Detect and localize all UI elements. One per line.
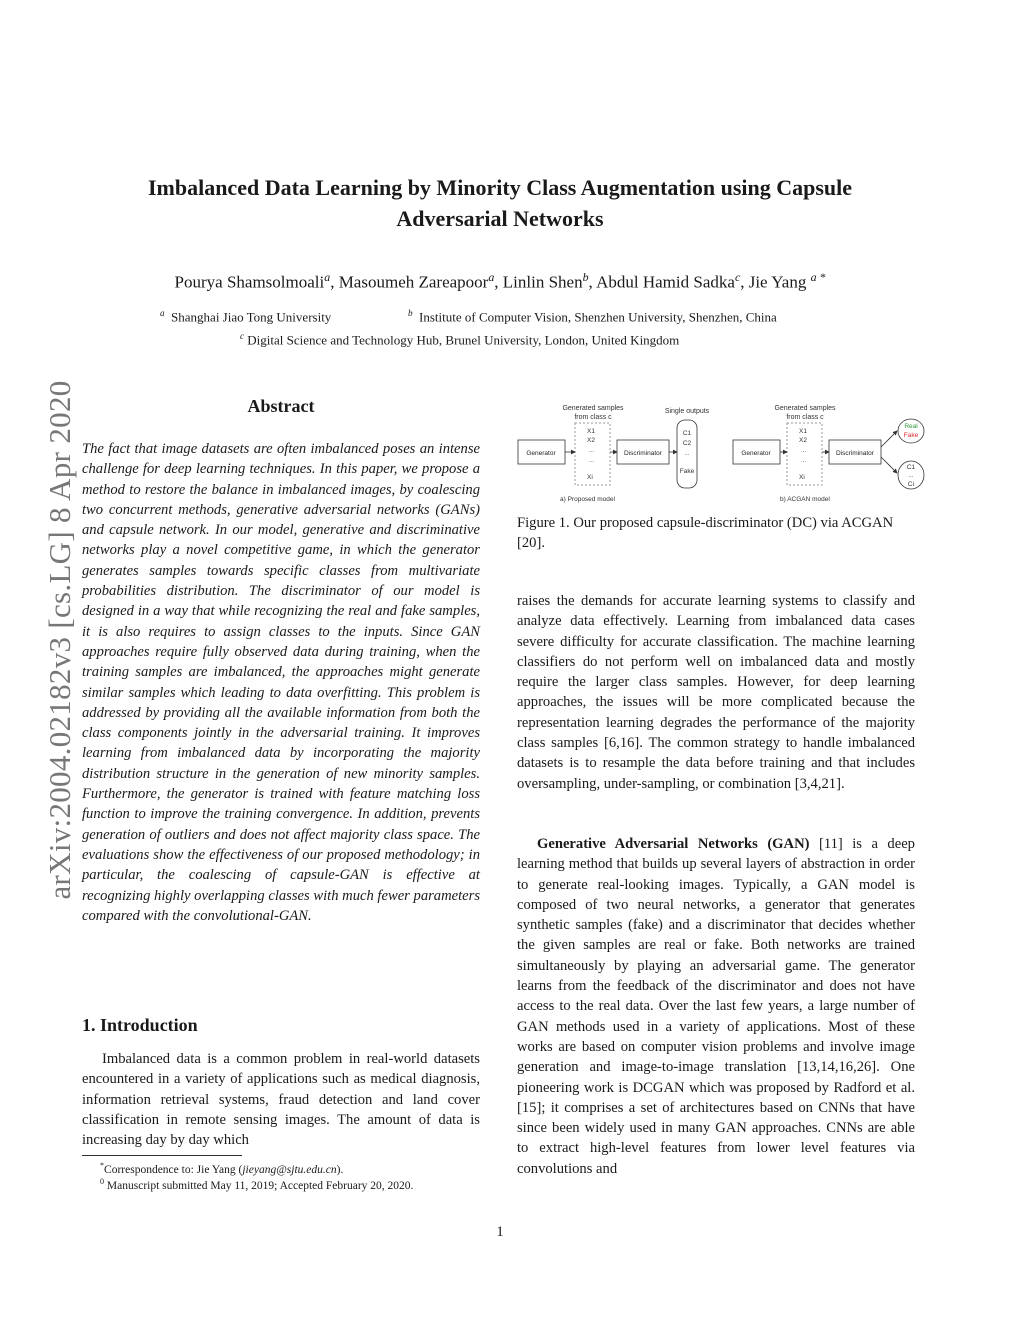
panel-a-discriminator: Discriminator [624,450,662,457]
svg-text:C1: C1 [682,430,692,437]
panel-b-samples-label-1: Generated samples [774,405,836,412]
correspondence-email: jieyang@sjtu.edu.cn [242,1163,337,1176]
right-column-paragraph-2: Generative Adversarial Networks (GAN) [11] is a deep learning method that builds up several layers of abstraction in order to generate real-looking images. Typically, a GAN model is composed of two neural networks, a generator that generates synthetic samples (fake) and a discriminator that decides whether the given samples are real or fake. Both networks are trained simultaneously by playing an adversarial game. The generator learns from the feedback of the discriminator and does not have access to the real data. Over the last few years, a large number of GAN methods used in a variety of applications. Most of these works are based on computer vision problems and involve image generation and image-to-image translation [13,14,16,26]. One pioneering work is DCGAN which was proposed by Radford et al. [15]; it comprises a set of architectures based on CNNs that have since been widely used in many GAN approaches. CNNs are able to extract high-level features from lower level features via convolutions and [517,836,915,1177]
paper-title [100,172,900,234]
author-list: Pourya Shamsolmoali$^a$, Masoumeh Zareapoor$^a$, Linlin Shen$^b$, Abdul Hamid Sadka$^c$, Jie Yang $^{a *}$ [174,270,826,292]
footnote-divider [82,1155,242,1156]
svg-text:X1: X1 [587,428,595,435]
arxiv-identifier: arXiv:2004.02182v3 [cs.LG] 8 Apr 2020 [42,380,77,900]
right-column-paragraph-1: raises the demands for accurate learning systems to classify and analyze data effectively. Learning from imbalanced data cases severe difficulty for accurate classification. The machine learning classifiers do not perform well on imbalanced data and mostly require the larger class samples. However, for deep learning approaches, the issues will be more complicated because the representation learning degrades the performance of the majority class samples [6,16]. The common strategy to handle imbalanced datasets is to resample the data before training and that includes oversampling, under-sampling, or combination [3,4,21]. [517,593,915,792]
page-number: 1 [496,1224,504,1240]
panel-a-generator: Generator [526,450,556,457]
panel-a-samples-label-2: from class c [574,414,612,421]
title-line-1: Imbalanced Data Learning by Minority Class Augmentation using Capsule [147,175,853,200]
abstract-heading: Abstract [247,396,315,416]
author-3: , Linlin Shen [494,272,583,292]
svg-text:C1: C1 [906,464,916,471]
svg-text:...: ... [801,458,807,464]
svg-text:...: ... [801,448,807,454]
svg-text:Xi: Xi [587,474,593,481]
svg-text:Xi: Xi [799,474,805,481]
affiliation-c: $^c$ Digital Science and Technology Hub, Brunel University, London, United Kingdom [240,331,680,348]
introduction-text: Imbalanced data is a common problem in real-world datasets encountered in a variety of applications such as medical diagnosis, information retrieval systems, fraud detection and land cover classification in remote sensing images. The amount of data is increasing day by day which [82,1051,480,1149]
svg-text:Fake: Fake [679,468,695,475]
affiliation-b: $^b$ Institute of Computer Vision, Shenzhen University, Shenzhen, China [408,308,777,325]
panel-a-samples-label-1: Generated samples [562,405,624,412]
svg-text:X2: X2 [799,437,807,444]
panel-a-outputs-label: Single outputs [664,408,710,415]
panel-b-fake: Fake [903,432,919,439]
panel-b-caption: b) ACGAN model [780,496,830,503]
svg-text:X1: X1 [799,428,807,435]
svg-text:...: ... [908,473,914,479]
svg-text:X2: X2 [587,437,595,444]
affiliation-a: $^a$ Shanghai Jiao Tong University [160,308,332,325]
svg-text:Ci: Ci [907,481,915,488]
author-2: , Masoumeh Zareapoor [330,272,489,292]
figure-1-diagram [515,395,925,513]
figure-1-caption: Figure 1. Our proposed capsule-discriminator (DC) via ACGAN [20]. [517,515,894,552]
panel-b-samples-label-2: from class c [786,414,824,421]
author-4: , Abdul Hamid Sadka [588,272,735,292]
panel-b-generator: Generator [741,450,771,457]
svg-text:...: ... [589,458,595,464]
introduction-heading: 1. Introduction [82,1015,198,1035]
author-5: , Jie Yang [740,272,811,292]
svg-text:...: ... [589,448,595,454]
abstract-text: The fact that image datasets are often imbalanced poses an intense challenge for deep learning techniques. In this paper, we propose a method to restore the balance in imbalanced images, by coalescing two concurrent methods, generative adversarial networks (GANs) and capsule network. In our model, generative and discriminative networks play a novel competitive game, in which the generator generates samples towards specific classes from multivariate probabilities distribution. The discriminator of our model is designed in a way that while recognizing the real and fake samples, it is also requires to assign classes to the inputs. Since GAN approaches require fully observed data during training, when the training samples are imbalanced, the approaches might generate similar samples which leading to data overfitting. This problem is addressed by providing all the available information from both the class components jointly in the adversarial training. It improves learning from imbalanced data by incorporating the majority distribution structure in the generation of new minority samples. Furthermore, the generator is trained with feature matching loss function to improve the training convergence. In addition, prevents generation of outliers and does not affect majority class space. The evaluations show the effectiveness of our proposed methodology; in particular, the coalescing of capsule-GAN is effective at recognizing highly overlapping classes with much fewer parameters compared with the convolutional-GAN. [82,441,480,924]
panel-a-caption: a) Proposed model [560,496,615,503]
panel-b-real: Real [904,423,918,430]
author-1: Pourya Shamsolmoali [174,272,325,292]
footnote-manuscript: $^0$ Manuscript submitted May 11, 2019; Accepted February 20, 2020. [100,1177,414,1192]
footnote-correspondence: *Correspondence to: Jie Yang (jieyang@sjtu.edu.cn). [100,1161,344,1176]
title-line-2: Adversarial Networks [396,206,604,231]
gan-term: Generative Adversarial Networks (GAN) [537,836,810,852]
panel-b-discriminator: Discriminator [836,450,874,457]
svg-text:...: ... [684,451,690,457]
svg-text:C2: C2 [682,440,692,447]
